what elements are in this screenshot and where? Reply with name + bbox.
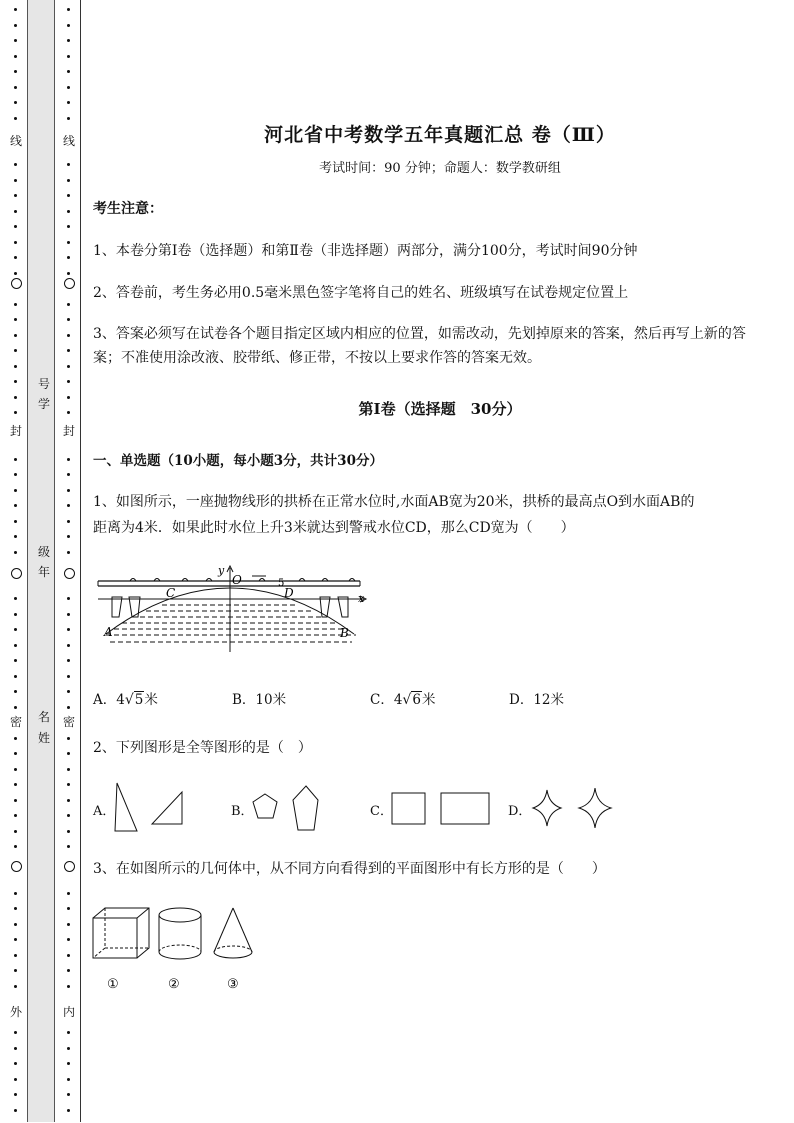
binding-dot — [14, 272, 17, 275]
binding-dot — [14, 318, 17, 321]
binding-dot — [14, 892, 17, 895]
q1-option-c[interactable]: C．4√6米 — [370, 692, 436, 708]
binding-dot — [67, 969, 70, 972]
binding-dot — [67, 768, 70, 771]
binding-dot — [14, 628, 17, 631]
q1-option-a[interactable]: A．4√5米 — [93, 692, 158, 708]
q2-option-d-stars-icon — [527, 784, 617, 832]
fig-label-five: 5 — [278, 578, 285, 589]
binding-dot — [67, 783, 70, 786]
note-item-3: 3、答案必须写在试卷各个题目指定区域内相应的位置，如需改动，先划掉原来的答案，然后再写上新的答案；不准使用涂改液、胶带纸、修正带，不按以上要求作答的答案无效。 — [93, 326, 746, 366]
binding-dot — [67, 458, 70, 461]
binding-dot — [67, 55, 70, 58]
binding-dot — [14, 799, 17, 802]
q2-option-c-rectangles-icon — [390, 790, 492, 828]
binding-strip — [27, 0, 55, 1122]
binding-dot — [14, 845, 17, 848]
binding-ring — [11, 568, 22, 579]
binding-dot — [67, 520, 70, 523]
binding-dot — [67, 489, 70, 492]
inner-dot-column — [64, 0, 74, 1123]
binding-dot — [14, 489, 17, 492]
binding-dot — [67, 473, 70, 476]
binding-dot — [67, 799, 70, 802]
binding-dot — [67, 907, 70, 910]
binding-dot — [67, 954, 70, 957]
binding-dot — [14, 551, 17, 554]
binding-dot — [14, 752, 17, 755]
binding-dot — [14, 24, 17, 27]
binding-dot — [14, 365, 17, 368]
binding-dot — [14, 39, 17, 42]
binding-dot — [14, 70, 17, 73]
binding-dot — [14, 473, 17, 476]
binding-dot — [14, 706, 17, 709]
field-label-ming: 名 — [37, 710, 50, 724]
binding-dot — [67, 334, 70, 337]
exam-info: 考试时间：90 分钟；命题人：数学教研组 — [319, 161, 561, 176]
binding-dot — [14, 179, 17, 182]
outer-label-mi: 密 — [9, 715, 22, 729]
binding-dot — [14, 690, 17, 693]
binding-dot — [14, 396, 17, 399]
q2-option-b-label[interactable]: B． — [231, 804, 254, 819]
binding-dot — [14, 535, 17, 538]
page-title: 河北省中考数学五年真题汇总 卷（Ⅲ） — [264, 124, 616, 146]
binding-dot — [14, 210, 17, 213]
binding-dot — [67, 8, 70, 11]
binding-dot — [67, 101, 70, 104]
binding-dot — [67, 194, 70, 197]
binding-dot — [67, 365, 70, 368]
binding-dot — [14, 256, 17, 259]
q1-option-a-radicand: 5 — [134, 692, 144, 708]
inner-label-mi: 密 — [62, 715, 75, 729]
binding-dot — [67, 597, 70, 600]
fig-label-o: O — [232, 573, 242, 587]
binding-dot — [14, 1109, 17, 1112]
notes-heading: 考生注意： — [93, 201, 163, 217]
fig-label-y: y — [218, 564, 225, 577]
binding-dot — [14, 659, 17, 662]
outer-dot-column — [11, 0, 21, 1123]
binding-dot — [67, 985, 70, 988]
q3-label-3: ③ — [227, 977, 239, 992]
binding-dot — [67, 272, 70, 275]
binding-dot — [14, 380, 17, 383]
inner-label-nei: 内 — [62, 1005, 75, 1019]
binding-dot — [67, 504, 70, 507]
field-label-hao: 号 — [37, 377, 50, 391]
binding-dot — [14, 768, 17, 771]
binding-dot — [14, 830, 17, 833]
binding-dot — [67, 210, 70, 213]
outer-label-xian: 线 — [9, 134, 22, 148]
binding-ring — [64, 861, 75, 872]
binding-dot — [67, 830, 70, 833]
binding-dot — [14, 101, 17, 104]
binding-dot — [14, 225, 17, 228]
binding-dot — [67, 659, 70, 662]
binding-dot — [67, 117, 70, 120]
binding-dot — [14, 458, 17, 461]
binding-dot — [14, 303, 17, 306]
q1-option-c-radicand: 6 — [412, 692, 421, 708]
binding-dot — [14, 1062, 17, 1065]
binding-dot — [67, 892, 70, 895]
binding-dot — [14, 954, 17, 957]
binding-ring — [11, 278, 22, 289]
binding-dot — [67, 613, 70, 616]
binding-dot — [14, 1078, 17, 1081]
q1-option-a-prefix: A．4 — [93, 692, 125, 708]
binding-dot — [14, 411, 17, 414]
binding-dot — [67, 706, 70, 709]
q2-option-a-label[interactable]: A． — [93, 804, 116, 819]
q3-stem: 3、在如图所示的几何体中，从不同方向看得到的平面图形中有长方形的是（ ） — [93, 861, 606, 877]
q3-solids-figure — [90, 900, 270, 1000]
binding-dot — [14, 613, 17, 616]
binding-dot — [14, 55, 17, 58]
field-label-nian: 年 — [37, 565, 50, 579]
binding-dot — [67, 845, 70, 848]
field-label-xue: 学 — [37, 397, 50, 411]
fig-label-b: B — [340, 626, 349, 640]
binding-dot — [14, 504, 17, 507]
binding-dot — [14, 1093, 17, 1096]
binding-dot — [67, 179, 70, 182]
binding-dot — [67, 675, 70, 678]
q2-option-b-pentagons-icon — [250, 782, 325, 834]
binding-dot — [14, 241, 17, 244]
field-label-xing: 姓 — [37, 731, 50, 745]
binding-ring — [64, 568, 75, 579]
binding-dot — [67, 256, 70, 259]
binding-ring — [11, 861, 22, 872]
binding-dot — [67, 752, 70, 755]
binding-dot — [67, 644, 70, 647]
binding-dot — [67, 163, 70, 166]
binding-dot — [14, 86, 17, 89]
binding-dot — [67, 86, 70, 89]
note-item-2: 2、答卷前，考生务必用0.5毫米黑色签字笔将自己的姓名、班级填写在试卷规定位置上 — [93, 285, 629, 301]
binding-dot — [14, 8, 17, 11]
binding-dot — [14, 644, 17, 647]
binding-dot — [67, 318, 70, 321]
note-item-1: 1、本卷分第Ⅰ卷（选择题）和第Ⅱ卷（非选择题）两部分，满分100分，考试时间90分钟 — [93, 243, 638, 259]
binding-dot — [67, 1078, 70, 1081]
q1-stem-line1: 1、如图所示，一座抛物线形的拱桥在正常水位时,水面AB宽为20米，拱桥的最高点O到水面AB的 — [93, 494, 695, 510]
binding-dot — [14, 1047, 17, 1050]
binding-ring — [64, 278, 75, 289]
arch-bridge-figure — [94, 562, 374, 657]
binding-dot — [67, 1062, 70, 1065]
binding-dot — [14, 334, 17, 337]
fig-label-a: A — [104, 625, 113, 639]
binding-dot — [14, 194, 17, 197]
binding-dot — [67, 380, 70, 383]
binding-dot — [14, 520, 17, 523]
binding-dot — [67, 551, 70, 554]
outer-label-feng: 封 — [9, 424, 22, 438]
binding-dot — [14, 923, 17, 926]
binding-dot — [14, 349, 17, 352]
binding-dot — [14, 675, 17, 678]
q1-option-d[interactable]: D．12米 — [509, 692, 565, 708]
binding-dot — [67, 39, 70, 42]
binding-dot — [67, 241, 70, 244]
binding-dot — [67, 349, 70, 352]
q2-option-c-label[interactable]: C． — [370, 804, 393, 819]
binding-dot — [14, 907, 17, 910]
binding-dot — [14, 969, 17, 972]
field-label-ji: 级 — [37, 545, 50, 559]
binding-dot — [14, 597, 17, 600]
outer-label-wai: 外 — [9, 1005, 22, 1019]
binding-dot — [14, 985, 17, 988]
binding-dot — [67, 690, 70, 693]
binding-dot — [67, 1109, 70, 1112]
binding-dot — [14, 814, 17, 817]
fig-label-x: x — [358, 592, 365, 605]
binding-dot — [67, 1047, 70, 1050]
q1-option-c-unit: 米 — [421, 692, 436, 708]
binding-dot — [67, 938, 70, 941]
binding-dot — [14, 117, 17, 120]
inner-label-feng: 封 — [62, 424, 75, 438]
binding-dot — [67, 737, 70, 740]
q3-label-1: ① — [107, 977, 119, 992]
q1-option-c-prefix: C．4 — [370, 692, 403, 708]
section-title: 第Ⅰ卷（选择题 30分） — [358, 400, 522, 418]
binding-dot — [67, 411, 70, 414]
binding-dot — [67, 535, 70, 538]
q1-option-a-unit: 米 — [144, 692, 158, 708]
q2-option-d-label[interactable]: D． — [508, 804, 532, 819]
binding-dot — [67, 70, 70, 73]
binding-dot — [67, 923, 70, 926]
binding-dot — [14, 783, 17, 786]
part-heading: 一、单选题（10小题，每小题3分，共计30分） — [93, 453, 383, 469]
binding-dot — [67, 628, 70, 631]
binding-dot — [67, 1093, 70, 1096]
binding-dot — [67, 1031, 70, 1034]
binding-dot — [67, 396, 70, 399]
binding-dot — [14, 163, 17, 166]
q2-stem: 2、下列图形是全等图形的是（ ） — [93, 740, 312, 756]
q2-option-a-triangles-icon — [110, 780, 190, 835]
binding-dot — [67, 225, 70, 228]
inner-label-xian: 线 — [62, 134, 75, 148]
q1-stem-line2: 距离为4米．如果此时水位上升3米就达到警戒水位CD，那么CD宽为（ ） — [93, 520, 575, 536]
binding-dot — [14, 737, 17, 740]
binding-line — [80, 0, 81, 1122]
binding-dot — [14, 938, 17, 941]
binding-dot — [67, 814, 70, 817]
fig-label-d: D — [284, 586, 294, 600]
fig-label-c: C — [166, 586, 176, 600]
q1-option-b[interactable]: B．10米 — [232, 692, 287, 708]
q3-label-2: ② — [168, 977, 180, 992]
binding-dot — [67, 303, 70, 306]
binding-dot — [14, 1031, 17, 1034]
binding-dot — [67, 24, 70, 27]
